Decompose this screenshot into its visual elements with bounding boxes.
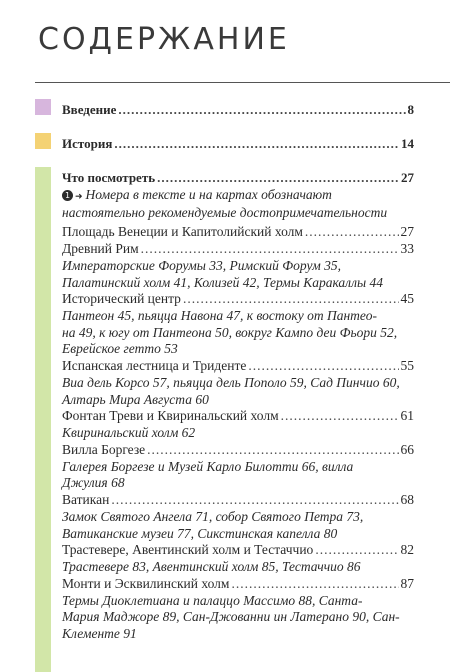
leader-dots <box>114 136 399 152</box>
toc-entry-label: Вилла Боргезе <box>62 441 146 457</box>
toc-section-label: Введение <box>62 102 117 117</box>
subsection-line: Джулия 68 <box>62 475 125 491</box>
arrow-icon: ➜ <box>75 191 83 201</box>
toc-page-number: 27 <box>401 170 414 185</box>
leader-dots <box>118 102 405 118</box>
toc-entry-subsections <box>62 509 417 542</box>
toc-entry[interactable] <box>62 224 414 240</box>
toc-entry[interactable] <box>62 241 414 257</box>
legend-note <box>62 187 417 221</box>
toc-entry-subsections <box>62 593 417 643</box>
subsection-line: Замок Святого Ангела 71, собор Святого Петра 73, <box>62 509 364 524</box>
leader-dots <box>141 241 399 257</box>
toc-entry[interactable] <box>62 291 414 307</box>
subsection-line: Еврейское гетто 53 <box>62 341 178 357</box>
section-swatch-sights <box>35 167 51 672</box>
subsection-line: Термы Диоклетиана и палаццо Массимо 88, Санта- <box>62 592 363 608</box>
leader-dots <box>248 358 398 374</box>
subsection-line: Клементе 91 <box>62 625 137 641</box>
leader-dots <box>231 576 398 592</box>
recommended-marker-icon: 1 <box>62 190 73 201</box>
toc-section-intro[interactable] <box>62 102 414 118</box>
toc-entry-subsections <box>62 459 417 492</box>
section-swatch-intro <box>35 99 51 115</box>
toc-section-sights[interactable] <box>62 170 414 186</box>
toc-entry-label: Древний Рим <box>62 241 139 256</box>
subsection-line: Мария Маджоре 89, Сан-Джованни ин Латерано 90, Сан- <box>62 609 400 625</box>
note-text: настоятельно рекомендуемые достопримечательности <box>62 204 388 220</box>
note-text: Номера в тексте и на картах обозначают <box>85 187 332 202</box>
section-swatch-history <box>35 133 51 149</box>
toc-page-number: 8 <box>407 102 414 117</box>
toc-entry-subsections <box>62 258 417 291</box>
toc-page-number: 87 <box>400 575 414 591</box>
subsection-line: Ватиканские музеи 77, Сикстинская капелла 80 <box>62 525 338 541</box>
leader-dots <box>315 542 398 558</box>
leader-dots <box>305 224 399 240</box>
toc-page-number: 61 <box>400 408 414 424</box>
toc-page-number: 68 <box>400 492 414 507</box>
toc-entry[interactable] <box>62 542 414 558</box>
toc-entry-subsections <box>62 375 417 408</box>
toc-section-label: История <box>62 136 113 151</box>
subsection-line: Императорские Форумы 33, Римский Форум 35, <box>62 258 341 273</box>
leader-dots <box>281 408 399 424</box>
toc-entry-label: Ватикан <box>62 492 110 507</box>
subsection-line: Квиринальский холм 62 <box>62 425 196 441</box>
toc-entry[interactable] <box>62 576 414 592</box>
toc-page-number: 27 <box>400 224 414 239</box>
toc-entry-subsections <box>62 308 417 358</box>
subsection-line: на 49, к югу от Пантеона 50, вокруг Кампо деи Фьори 52, <box>62 324 398 340</box>
toc-entry[interactable] <box>62 358 414 374</box>
leader-dots <box>157 170 399 186</box>
leader-dots <box>147 442 398 458</box>
toc-entry-label: Трастевере, Авентинский холм и Тестаччио <box>62 542 314 558</box>
page-title: СОДЕРЖАНИЕ <box>38 22 290 57</box>
toc-section-history[interactable] <box>62 136 414 152</box>
toc-page-number: 45 <box>400 291 414 307</box>
toc-page-number: 82 <box>400 542 414 558</box>
toc-entry[interactable] <box>62 408 414 424</box>
leader-dots <box>111 492 398 508</box>
subsection-line: Трастевере 83, Авентинский холм 85, Тестаччио 86 <box>62 559 361 575</box>
toc-page-number: 33 <box>400 241 414 256</box>
toc-entry-label: Фонтан Треви и Квиринальский холм <box>62 408 279 424</box>
toc-entry-subsections <box>62 425 417 442</box>
toc-entry-label: Площадь Венеции и Капитолийский холм <box>62 224 303 239</box>
toc-page-number: 66 <box>400 441 414 457</box>
leader-dots <box>183 291 399 307</box>
subsection-line: Галерея Боргезе и Музей Карло Билотти 66, вилла <box>62 458 354 474</box>
toc-entry-label: Исторический центр <box>62 291 181 307</box>
toc-entry-label: Монти и Эсквилинский холм <box>62 575 230 591</box>
subsection-line: Пантеон 45, пьяцца Навона 47, к востоку от Пантео- <box>62 308 377 324</box>
toc-entry-label: Испанская лестница и Триденте <box>62 358 247 373</box>
toc-entry[interactable] <box>62 442 414 458</box>
toc-entry[interactable] <box>62 492 414 508</box>
title-rule <box>35 82 450 83</box>
toc-section-label: Что посмотреть <box>62 170 156 185</box>
subsection-line: Виа дель Корсо 57, пьяцца дель Пополо 59, Сад Пинчио 60, <box>62 375 400 390</box>
toc-entry-subsections <box>62 559 417 576</box>
subsection-line: Алтарь Мира Августа 60 <box>62 391 209 407</box>
subsection-line: Палатинский холм 41, Колизей 42, Термы Каракаллы 44 <box>62 274 383 290</box>
toc-page-number: 55 <box>400 358 414 373</box>
toc-page-number: 14 <box>401 136 414 151</box>
